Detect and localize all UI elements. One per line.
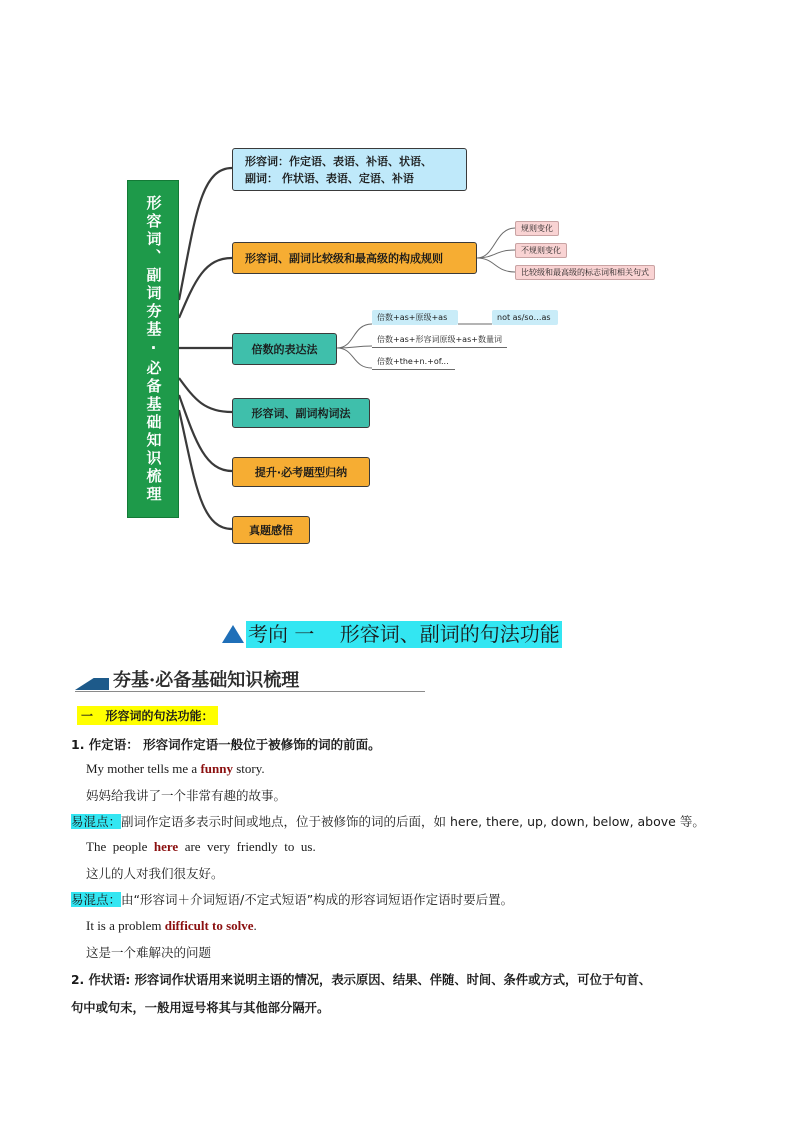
example-3-pre: It is a problem — [86, 918, 165, 933]
leaf-connector-6 — [337, 348, 372, 368]
node-question-types — [232, 457, 370, 487]
triangle-icon — [222, 625, 244, 643]
note-1-text: 副词作定语多表示时间或地点，位于被修饰的词的后面，如 here, there, up, down, below, above 等。 — [121, 814, 705, 829]
connector-2 — [179, 258, 232, 318]
leaf-underline — [372, 347, 507, 348]
leaf-multiple-the-of: 倍数+the+n.+of... — [372, 354, 455, 369]
paragraph-1-text: 作定语： 形容词作定语一般位于被修饰的词的前面。 — [84, 737, 381, 752]
leaf-underline — [372, 369, 455, 370]
node-multiples — [232, 333, 337, 365]
node-syntax-functions-line2: 副词： 作状语、表语、定语、补语 — [245, 171, 414, 185]
paragraph-2-line-2: 句中或句末，一般用逗号将其与其他部分隔开。 — [71, 1001, 330, 1015]
node-syntax-functions — [232, 148, 467, 191]
section-heading — [222, 621, 562, 648]
leaf-connector-4 — [337, 324, 372, 348]
note-1 — [71, 812, 705, 830]
example-1-pre: My mother tells me a — [86, 761, 201, 776]
subheading — [75, 666, 425, 694]
keypoint-heading: 一 形容词的句法功能： — [77, 706, 218, 725]
example-3-post: . — [253, 918, 257, 933]
paragraph-2-number: 2. — [71, 973, 85, 987]
example-1-translation: 妈妈给我讲了一个非常有趣的故事。 — [86, 788, 287, 803]
example-3-translation: 这是一个难解决的问题 — [86, 945, 212, 960]
section-title: 考向 一 形容词、副词的句法功能 — [248, 622, 560, 646]
subheading-title: 夯基·必备基础知识梳理 — [113, 670, 300, 691]
node-word-formation-label: 形容词、副词构词法 — [251, 407, 351, 420]
subheading-rule — [75, 691, 425, 692]
node-comparison-rules-label: 形容词、副词比较级和最高级的构成规则 — [245, 252, 443, 265]
node-question-types-label: 提升·必考题型归纳 — [254, 466, 348, 479]
subheading-bar-icon — [75, 678, 109, 690]
note-2-text: 由“形容词＋介词短语/不定式短语”构成的形容词短语作定语时要后置。 — [121, 892, 514, 907]
node-real-questions-label: 真题感悟 — [249, 524, 293, 537]
example-1-highlight: funny — [200, 761, 233, 776]
example-3-highlight: difficult to solve — [164, 918, 254, 933]
node-multiples-label: 倍数的表达法 — [251, 343, 318, 356]
node-real-questions — [232, 516, 310, 544]
example-3 — [86, 918, 257, 934]
node-syntax-functions-line1: 形容词：作定语、表语、补语、状语、 — [245, 154, 432, 168]
node-comparison-rules — [232, 242, 477, 274]
example-1-post: story. — [232, 761, 265, 776]
leaf-irregular-change: 不规则变化 — [515, 243, 567, 258]
example-2-highlight: here — [153, 839, 179, 854]
paragraph-1-number: 1. — [71, 737, 85, 752]
example-1 — [86, 761, 265, 777]
example-2-pre: The people — [86, 839, 154, 854]
example-2-post: are very friendly to us. — [178, 839, 316, 854]
paragraph-1-heading — [71, 735, 381, 753]
leaf-regular-change: 规则变化 — [515, 221, 559, 236]
leaf-marker-words: 比较级和最高级的标志词和相关句式 — [515, 265, 655, 280]
note-2-label: 易混点： — [71, 892, 122, 907]
leaf-multiple-as-quantity: 倍数+as+形容词原级+as+数量词 — [372, 332, 507, 347]
paragraph-2-text: 作状语: 形容词作状语用来说明主语的情况，表示原因、结果、伴随、时间、条件或方式，可位于句首、 — [84, 973, 652, 987]
example-2-translation: 这儿的人对我们很友好。 — [86, 866, 224, 881]
paragraph-2-line-1 — [71, 970, 651, 988]
node-word-formation — [232, 398, 370, 428]
note-2 — [71, 890, 513, 908]
mind-map-root-label: 形容词、副词夯基·必备基础知识梳理 — [144, 194, 163, 504]
note-1-label: 易混点： — [71, 814, 122, 829]
mind-map-root — [127, 180, 179, 518]
leaf-multiple-as-as: 倍数+as+原级+as — [372, 310, 458, 325]
leaf-not-as-so-as: not as/so…as — [492, 310, 558, 325]
connector-4 — [179, 378, 232, 412]
connector-1 — [179, 168, 232, 300]
example-2 — [86, 839, 316, 855]
leaf-connector-3 — [477, 258, 515, 272]
